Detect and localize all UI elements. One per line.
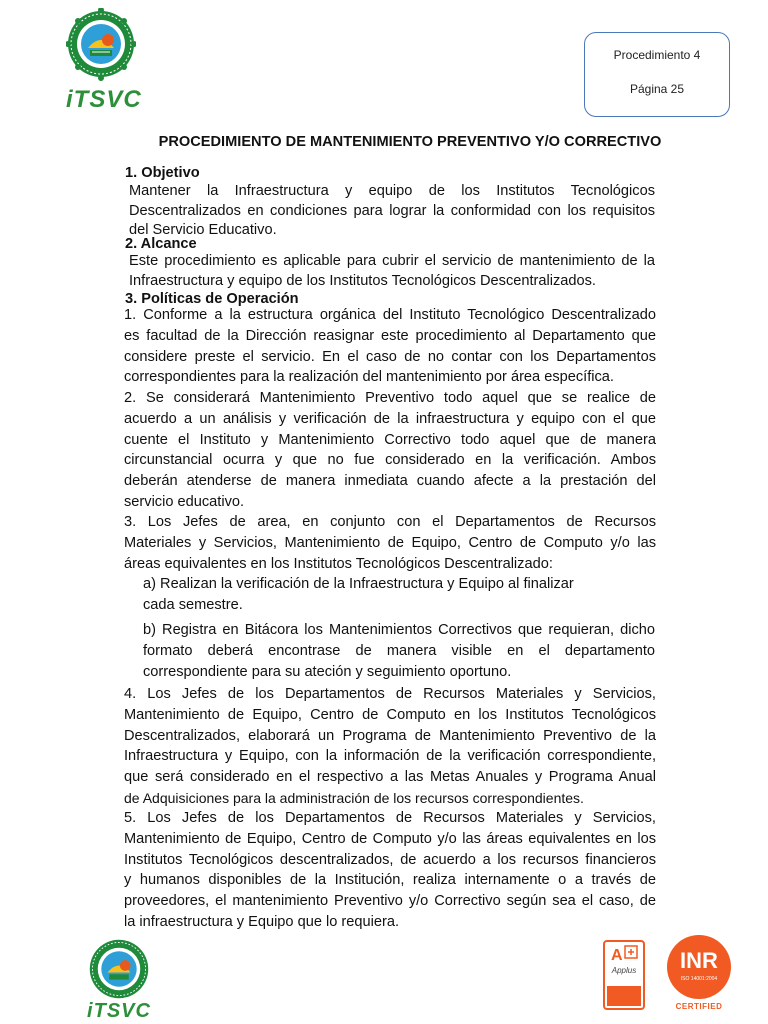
text-line: a) Realizan la verificación de la Infraestructura y Equipo al finalizar	[143, 576, 574, 592]
text-line: Infraestructura y Equipo, con la información de la verificación correspondiente,	[124, 748, 656, 765]
section-alcance-body	[129, 252, 655, 291]
page-number: Página 25	[629, 82, 685, 96]
text-line: deberán atenderse de manera inmediata cuando afecte a la prestación del	[124, 473, 656, 490]
text-line: del Servicio Educativo.	[129, 222, 277, 238]
inr-iso-text: ISO 14001:2004	[680, 976, 718, 982]
text-line: áreas equivalentes en los Institutos Tecnológicos Descentralizado:	[124, 555, 553, 572]
text-line: Mantenimiento de Equipo, Centro de Computo en los Institutos Tecnológicos	[124, 706, 656, 723]
inr-certification-badge	[660, 934, 738, 1014]
text-line: Descentralizados en condiciones para lograr la conformidad con los requisitos	[129, 202, 655, 219]
text-line: correspondientes para la realización del mantenimiento por área específica.	[124, 369, 614, 386]
text-line: correspondiente para su ateción y seguimiento oportuno.	[143, 663, 512, 680]
inr-certified-text: CERTIFIED	[675, 1002, 723, 1011]
text-line: cuente el Instituto y Mantenimiento Correctivo todo aquel que de manera	[124, 431, 656, 448]
text-line: Mantenimiento de Equipo, Centro de Computo y/o las áreas equivalentes en los	[124, 830, 656, 847]
footer-logo-text: iTSVC	[87, 1000, 151, 1022]
text-line: 3. Los Jefes de area, en conjunto con el Departamentos de Recursos	[124, 514, 656, 530]
applus-badge-icon	[603, 940, 645, 1010]
text-line: es facultad de la Dirección reasignar este procedimiento al Departamento que	[124, 327, 656, 344]
institute-seal-icon	[66, 8, 136, 84]
footer-itsvc-logo	[86, 938, 152, 1022]
applus-text: Applus	[611, 966, 637, 975]
text-line: circunstancial ocurra y que no fue considerado en la verificación. Ambos	[124, 452, 656, 469]
text-line: 1. Conforme a la estructura orgánica del Instituto Tecnológico Descentralizado	[124, 307, 656, 323]
text-line: de Adquisiciones para la administración de los recursos correspondientes.	[124, 789, 584, 806]
text-line: servicio educativo.	[124, 493, 245, 510]
text-line: 4. Los Jefes de los Departamentos de Recursos Materiales y Servicios,	[124, 686, 656, 702]
inr-text: INR	[680, 948, 718, 973]
text-line: la infraestructura y Equipo que lo requiera.	[124, 913, 400, 930]
text-line: Materiales y Servicios, Mantenimiento de Equipo, Centro de Computo y/o las	[124, 534, 656, 551]
section-politicas-title: 3. Políticas de Operación	[125, 291, 299, 307]
text-line: Infraestructura y equipo de los Institutos Tecnológicos Descentralizados.	[129, 272, 596, 289]
policy-1	[124, 305, 656, 388]
policy-3-item-a	[143, 574, 613, 616]
svg-text:A: A	[611, 947, 623, 964]
text-line: considere preste el servicio. En el caso de no contar con los Departamentos	[124, 348, 656, 365]
text-line: Mantener la Infraestructura y equipo de los Institutos Tecnológicos	[129, 183, 655, 199]
itsvc-logo	[66, 8, 142, 113]
text-line: Institutos Tecnológicos descentralizados, de acuerdo a los recursos financieros	[124, 851, 656, 868]
section-objetivo-title: 1. Objetivo	[125, 165, 200, 181]
logo-text: iTSVC	[66, 86, 142, 113]
policy-3-item-b	[143, 620, 655, 682]
section-alcance-title: 2. Alcance	[125, 236, 197, 252]
procedure-number: Procedimiento 4	[613, 48, 701, 62]
policy-4	[124, 684, 656, 809]
section-objetivo-body	[129, 182, 655, 241]
text-line: cada semestre.	[143, 596, 243, 613]
institute-seal-icon	[86, 938, 152, 1000]
text-line: que será considerado en el respectivo a las Metas Anuales y Programa Anual	[124, 769, 656, 786]
text-line: 2. Se considerará Mantenimiento Preventivo todo aquel que se realice de	[124, 390, 656, 406]
text-line: Este procedimiento es aplicable para cubrir el servicio de mantenimiento de la	[129, 253, 655, 269]
text-line: proveedores, el mantenimiento Preventivo y/o Correctivo según sea el caso, de	[124, 893, 656, 910]
policy-5	[124, 808, 656, 933]
policy-3	[124, 512, 656, 574]
text-line: Descentralizados, elaborará un Programa de Mantenimiento Preventivo de la	[124, 727, 656, 744]
text-line: b) Registra en Bitácora los Mantenimientos Correctivos que requieran, dicho	[143, 622, 655, 638]
procedure-info-box	[584, 32, 730, 117]
text-line: acuerdo a un análisis y verificación de la infraestructura y equipo con el que	[124, 410, 656, 427]
document-title: PROCEDIMIENTO DE MANTENIMIENTO PREVENTIVO Y/O CORRECTIVO	[158, 134, 662, 150]
text-line: 5. Los Jefes de los Departamentos de Recursos Materiales y Servicios,	[124, 810, 656, 826]
text-line: formato deberá encontrase de manera visible en el departamento	[143, 642, 655, 659]
applus-certification-badge	[603, 940, 645, 1010]
text-line: y humanos disponibles de la Institución, realiza internamente o a través de	[124, 872, 656, 889]
policy-2	[124, 388, 656, 513]
